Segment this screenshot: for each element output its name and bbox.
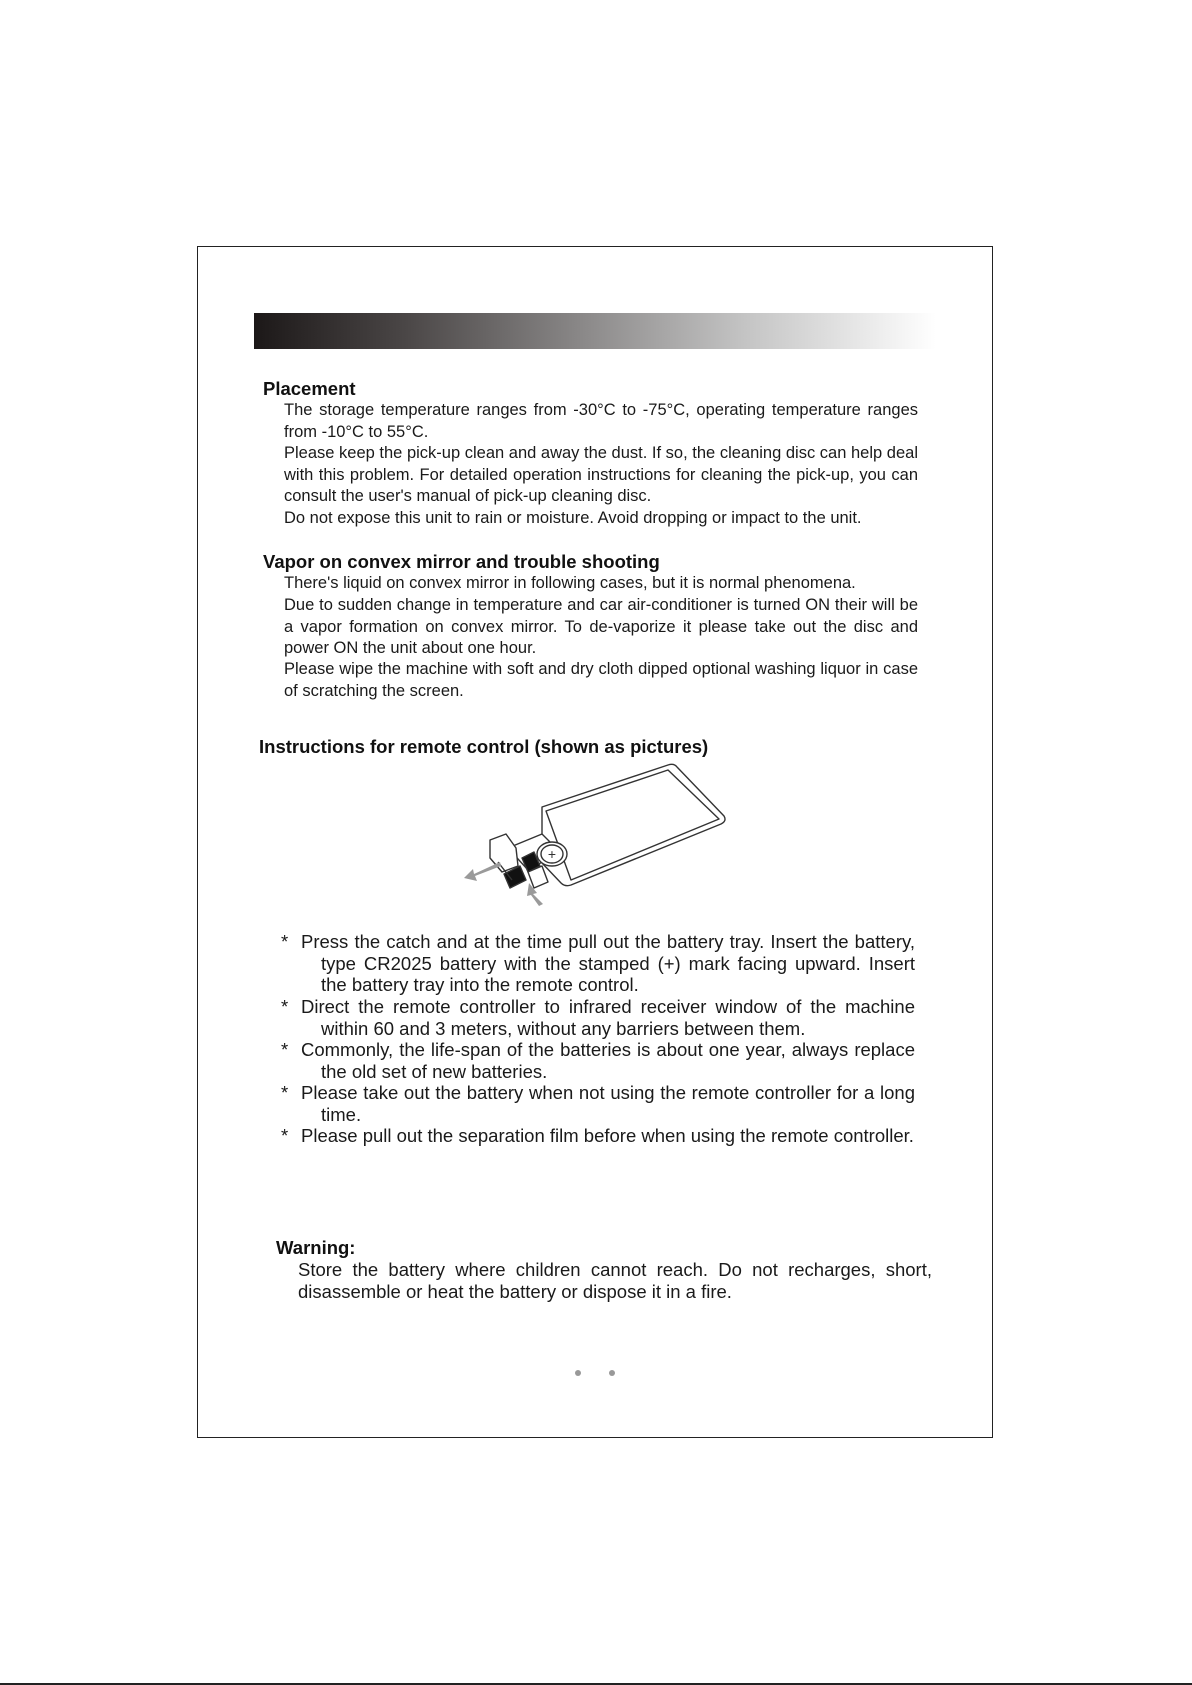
vapor-paragraph-1: There's liquid on convex mirror in following cases, but it is normal phenomena. bbox=[284, 574, 856, 592]
placement-paragraph-2: Please keep the pick-up clean and away the dust. If so, the cleaning disc can help deal with this problem. For detailed operation instructions for cleaning the pick-up, you can consult the user's manual of pick-up cleaning disc. bbox=[284, 444, 918, 505]
bullet-text: Please take out the battery when not using the remote controller for a long time. bbox=[301, 1082, 915, 1125]
warning-heading: Warning: bbox=[276, 1237, 356, 1258]
bullet-text: Direct the remote controller to infrared receiver window of the machine within 60 and 3 meters, without any barriers between them. bbox=[301, 996, 915, 1039]
remote-heading: Instructions for remote control (shown as pictures) bbox=[259, 736, 709, 757]
warning-text: Store the battery where children cannot reach. Do not recharges, short, disassemble or heat the battery or dispose it in a fire. bbox=[298, 1259, 932, 1302]
remote-bullet-3 bbox=[281, 1039, 915, 1082]
remote-bullet-4 bbox=[281, 1082, 915, 1125]
header-gradient-band bbox=[254, 313, 936, 349]
remote-battery-illustration bbox=[460, 762, 734, 930]
bullet-mark: * bbox=[281, 931, 289, 952]
remote-bullet-2 bbox=[281, 996, 915, 1039]
battery-plus-mark: + bbox=[547, 846, 557, 862]
remote-bullet-1 bbox=[281, 931, 915, 996]
bullet-text: Press the catch and at the time pull out the battery tray. Insert the battery, type CR2025 battery with the stamped (+) mark facing upward. Insert the battery tray into the remote control. bbox=[301, 931, 915, 996]
placement-heading: Placement bbox=[263, 378, 356, 399]
remote-bullet-5 bbox=[281, 1125, 915, 1147]
placement-paragraph-3: Do not expose this unit to rain or moisture. Avoid dropping or impact to the unit. bbox=[284, 509, 862, 527]
bullet-text: Please pull out the separation film before when using the remote controller. bbox=[301, 1125, 914, 1146]
vapor-heading: Vapor on convex mirror and trouble shooting bbox=[263, 551, 660, 572]
page-number-dots bbox=[572, 1368, 616, 1378]
vapor-paragraph-2: Due to sudden change in temperature and car air-conditioner is turned ON their will be a vapor formation on convex mirror. To de-vaporize it please take out the disc and power ON the unit about one hour. bbox=[284, 596, 918, 657]
bullet-mark: * bbox=[281, 1082, 289, 1103]
bullet-mark: * bbox=[281, 996, 289, 1017]
bullet-text: Commonly, the life-span of the batteries is about one year, always replace the old set of new batteries. bbox=[301, 1039, 915, 1082]
bullet-mark: * bbox=[281, 1125, 289, 1146]
bullet-mark: * bbox=[281, 1039, 289, 1060]
placement-paragraph-1: The storage temperature ranges from -30°C to -75°C, operating temperature ranges from -10°C to 55°C. bbox=[284, 401, 918, 441]
vapor-paragraph-3: Please wipe the machine with soft and dry cloth dipped optional washing liquor in case of scratching the screen. bbox=[284, 660, 918, 700]
